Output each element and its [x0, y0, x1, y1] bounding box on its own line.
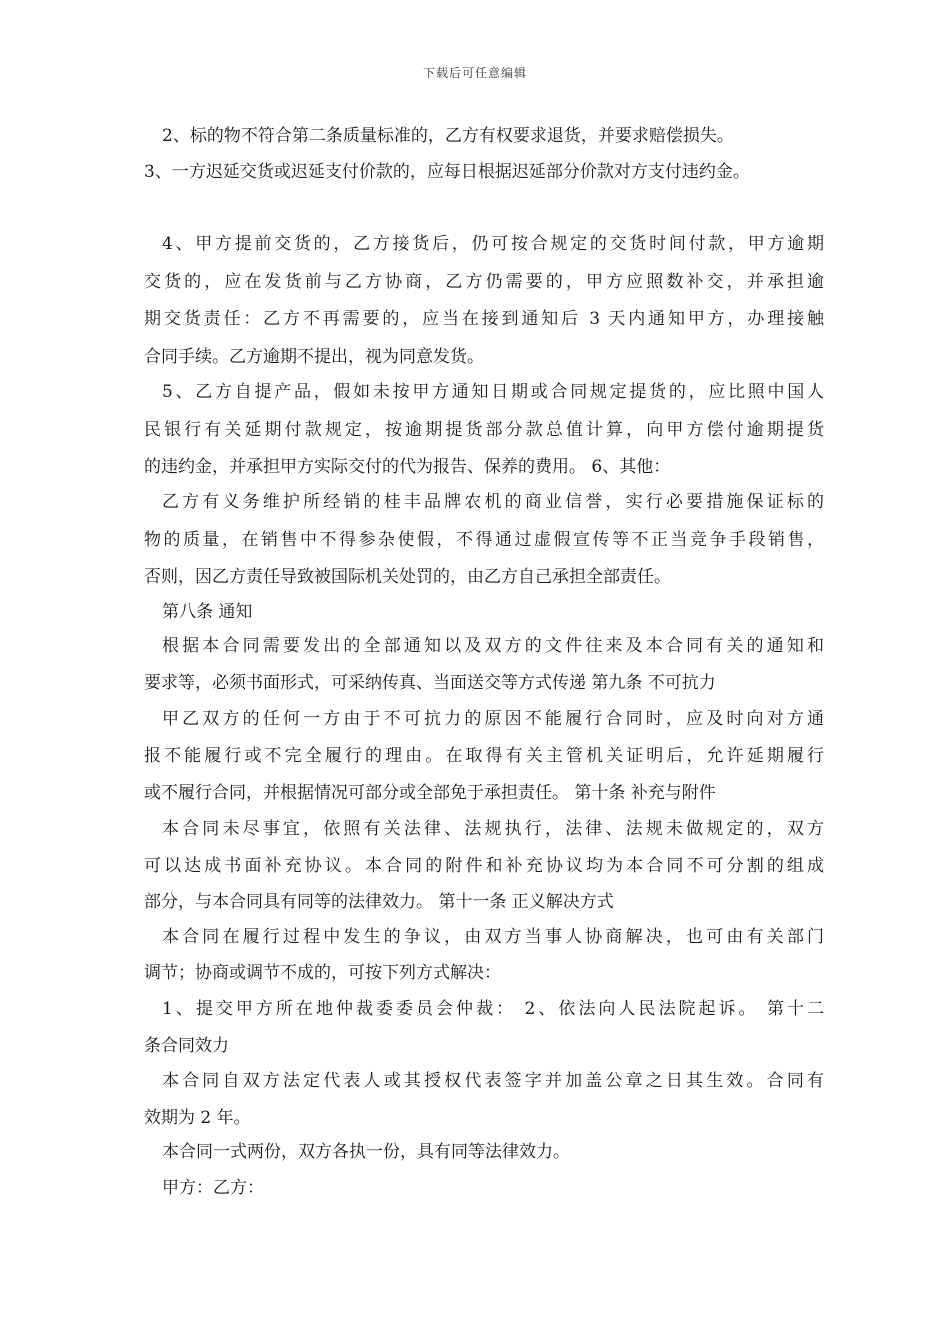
text-line: 本合同未尽事宜，依照有关法律、法规执行，法律、法规未做规定的，双方	[162, 819, 824, 839]
text-line: 本合同自双方法定代表人或其授权代表签字并加盖公章之日其生效。合同有	[162, 1071, 824, 1091]
text-line: 的违约金，并承担甲方实际交付的代为报告、保养的费用。 6、其他：	[144, 457, 671, 477]
text-line: 3、一方迟延交货或迟延支付价款的，应每日根据迟延部分价款对方支付违约金。	[144, 162, 750, 182]
text-line: 4、甲方提前交货的，乙方接货后，仍可按合规定的交货时间付款，甲方逾期	[162, 234, 824, 254]
text-line: 期交货责任：乙方不再需要的，应当在接到通知后 3 天内通知甲方，办理接触	[144, 309, 824, 329]
text-line: 合同手续。乙方逾期不提出，视为同意发货。	[144, 347, 484, 367]
text-line: 条合同效力	[144, 1036, 229, 1056]
text-line: 部分，与本合同具有同等的法律效力。 第十一条 正义解决方式	[144, 892, 614, 912]
text-line: 效期为 2 年。	[144, 1108, 251, 1128]
text-line: 调节；协商或调节不成的，可按下列方式解决：	[144, 963, 501, 983]
section-heading: 第八条 通知	[162, 602, 253, 622]
text-line: 乙方有义务维护所经销的桂丰品牌农机的商业信誉，实行必要措施保证标的	[162, 492, 824, 512]
text-line: 本合同在履行过程中发生的争议，由双方当事人协商解决，也可由有关部门	[162, 927, 824, 947]
text-line: 交货的，应在发货前与乙方协商，乙方仍需要的，甲方应照数补交，并承担逾	[144, 272, 824, 292]
page-header: 下载后可任意编辑	[422, 66, 527, 80]
text-line: 根据本合同需要发出的全部通知以及双方的文件往来及本合同有关的通知和	[162, 636, 824, 656]
signature-line: 甲方：乙方：	[162, 1178, 264, 1198]
text-line: 2、标的物不符合第二条质量标准的，乙方有权要求退货，并要求赔偿损失。	[162, 126, 734, 146]
text-line: 否则，因乙方责任导致被国际机关处罚的，由乙方自己承担全部责任。	[144, 567, 671, 587]
text-line: 5、乙方自提产品，假如未按甲方通知日期或合同规定提货的，应比照中国人	[162, 382, 824, 402]
text-line: 甲乙双方的任何一方由于不可抗力的原因不能履行合同时，应及时向对方通	[162, 709, 824, 729]
text-line: 1、提交甲方所在地仲裁委委员会仲裁： 2、依法向人民法院起诉。 第十二	[162, 999, 824, 1019]
text-line: 要求等，必须书面形式，可采纳传真、当面送交等方式传递 第九条 不可抗力	[144, 673, 716, 693]
text-line: 本合同一式两份，双方各执一份，具有同等法律效力。	[162, 1142, 570, 1162]
text-line: 或不履行合同，并根据情况可部分或全部免于承担责任。 第十条 补充与附件	[144, 783, 716, 803]
text-line: 物的质量，在销售中不得参杂使假，不得通过虚假宣传等不正当竞争手段销售，	[144, 530, 824, 550]
text-line: 可以达成书面补充协议。本合同的附件和补充协议均为本合同不可分割的组成	[144, 856, 824, 876]
text-line: 报不能履行或不完全履行的理由。在取得有关主管机关证明后，允许延期履行	[144, 746, 824, 766]
text-line: 民银行有关延期付款规定，按逾期提货部分款总值计算，向甲方偿付逾期提货	[144, 420, 824, 440]
